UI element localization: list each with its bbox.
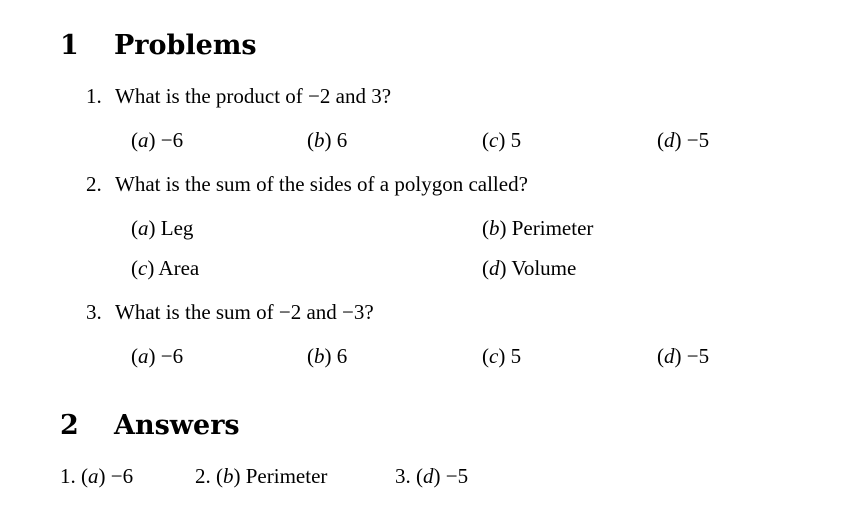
option-label: c bbox=[489, 128, 499, 152]
answer-number: 3. bbox=[395, 464, 411, 488]
option: (c) Area bbox=[131, 256, 200, 280]
option-value: −6 bbox=[160, 344, 184, 368]
option-value: 6 bbox=[336, 128, 348, 152]
option-value: Perimeter bbox=[511, 216, 594, 240]
option-label: d bbox=[664, 128, 675, 152]
option: (b) 6 bbox=[307, 344, 348, 368]
option-value: Leg bbox=[160, 216, 194, 240]
option-value: 6 bbox=[336, 344, 348, 368]
option-value: Volume bbox=[511, 256, 577, 280]
option-value: −5 bbox=[686, 128, 710, 152]
section-title-answers: Answers bbox=[114, 410, 240, 441]
question-number: 2. bbox=[86, 172, 102, 196]
answer-value: −5 bbox=[445, 464, 469, 488]
option-value: 5 bbox=[510, 128, 522, 152]
option-label: b bbox=[314, 128, 325, 152]
option-label: d bbox=[489, 256, 500, 280]
answer-item: 2. (b) Perimeter bbox=[195, 464, 328, 488]
answer-label: a bbox=[88, 464, 99, 488]
question-text: What is the sum of the sides of a polygon called? bbox=[115, 172, 528, 196]
section-number: 1 bbox=[60, 30, 79, 61]
option-label: c bbox=[138, 256, 148, 280]
option-value: 5 bbox=[510, 344, 522, 368]
option: (b) 6 bbox=[307, 128, 348, 152]
option: (d) −5 bbox=[657, 128, 710, 152]
option-value: −5 bbox=[686, 344, 710, 368]
section-number: 2 bbox=[60, 410, 79, 441]
question-text: What is the sum of −2 and −3? bbox=[115, 300, 374, 324]
option-label: d bbox=[664, 344, 675, 368]
answer-item: 1. (a) −6 bbox=[60, 464, 134, 488]
option-label: b bbox=[489, 216, 500, 240]
option-label: b bbox=[314, 344, 325, 368]
answer-value: Perimeter bbox=[245, 464, 328, 488]
answer-value: −6 bbox=[110, 464, 134, 488]
section-title-problems: Problems bbox=[114, 30, 257, 61]
option: (a) −6 bbox=[131, 344, 184, 368]
question-text: What is the product of −2 and 3? bbox=[115, 84, 392, 108]
option: (d) Volume bbox=[482, 256, 577, 280]
option: (b) Perimeter bbox=[482, 216, 594, 240]
option-label: a bbox=[138, 344, 149, 368]
option: (d) −5 bbox=[657, 344, 710, 368]
question-number: 1. bbox=[86, 84, 102, 108]
option: (a) Leg bbox=[131, 216, 194, 240]
answer-item: 3. (d) −5 bbox=[395, 464, 469, 488]
option-value: −6 bbox=[160, 128, 184, 152]
answer-label: d bbox=[423, 464, 434, 488]
option-value: Area bbox=[158, 256, 200, 280]
question-number: 3. bbox=[86, 300, 102, 324]
option-label: c bbox=[489, 344, 499, 368]
option: (a) −6 bbox=[131, 128, 184, 152]
option-label: a bbox=[138, 216, 149, 240]
option: (c) 5 bbox=[482, 128, 522, 152]
answer-number: 2. bbox=[195, 464, 211, 488]
answer-number: 1. bbox=[60, 464, 76, 488]
answer-label: b bbox=[223, 464, 234, 488]
option: (c) 5 bbox=[482, 344, 522, 368]
option-label: a bbox=[138, 128, 149, 152]
